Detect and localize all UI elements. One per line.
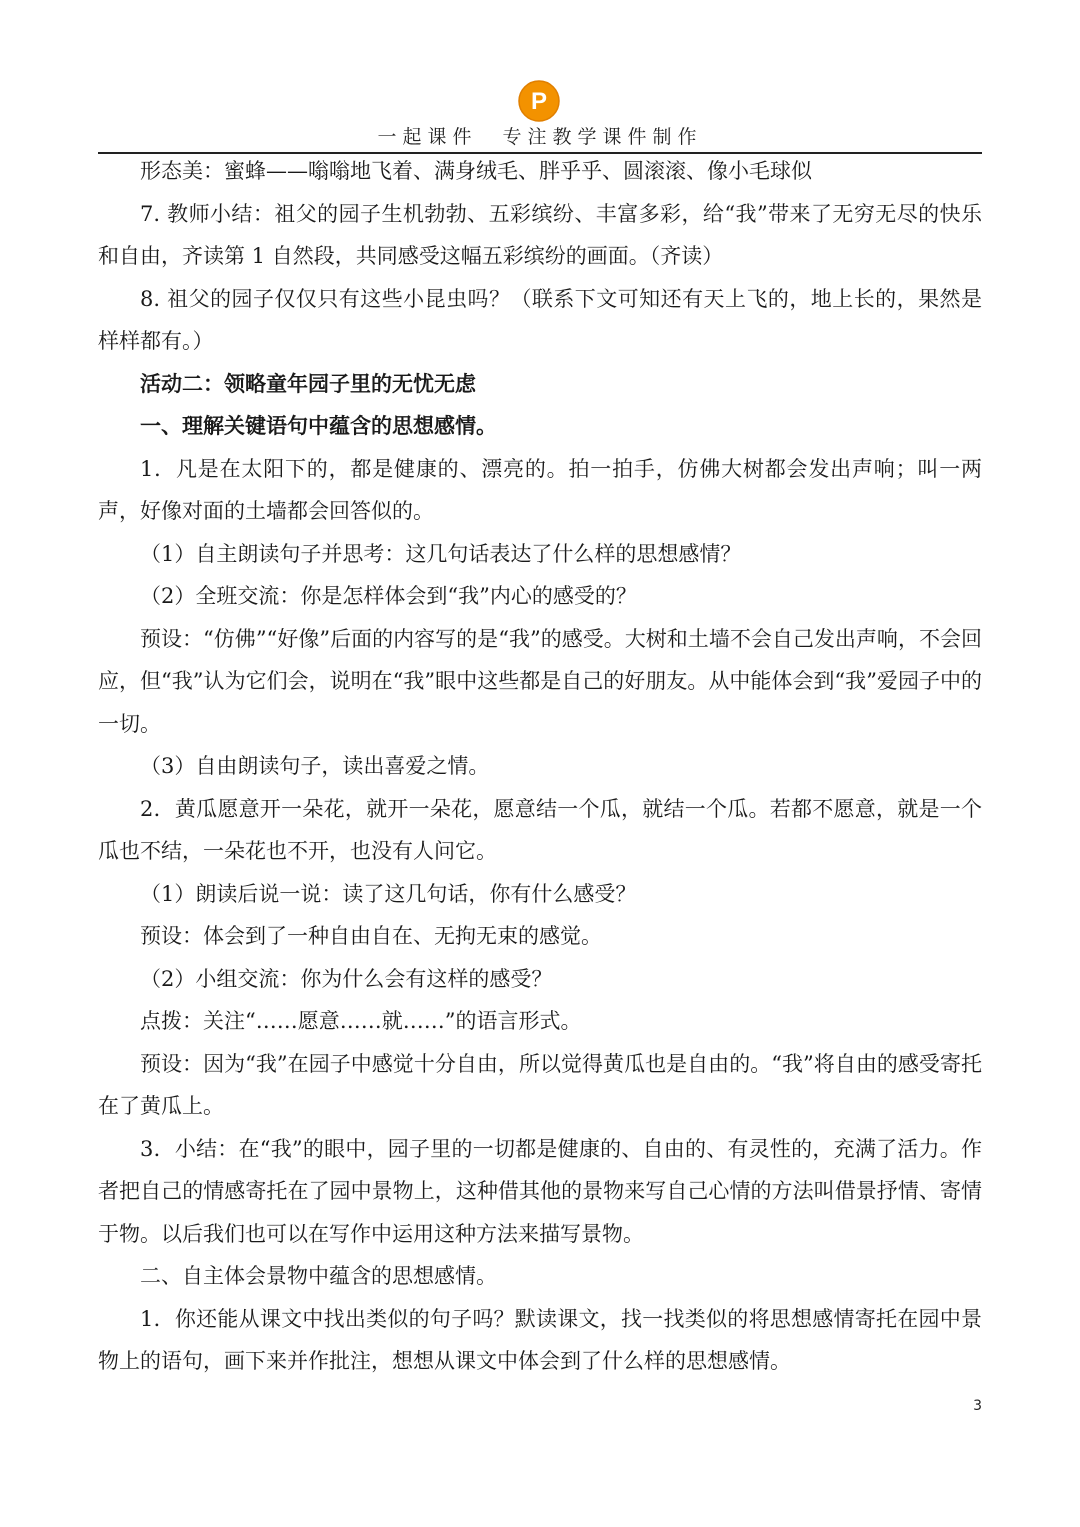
paragraph: （1）朗读后说一说：读了这几句话，你有什么感受？: [140, 881, 637, 906]
paragraph: 二、自主体会景物中蕴含的思想感情。: [140, 1264, 497, 1288]
paragraph: 一、理解关键语句中蕴含的思想感情。: [140, 413, 497, 438]
paragraph: 形态美：蜜蜂——嗡嗡地飞着、满身绒毛、胖乎乎、圆滚滚、像小毛球似: [140, 159, 812, 183]
document-body: [98, 150, 982, 1383]
paragraph: 7. 教师小结：祖父的园子生机勃勃、五彩缤纷、丰富多彩，给“我”带来了无穷无尽的快乐和自由，齐读第 1 自然段，共同感受这幅五彩缤纷的画面。（齐读）: [98, 201, 982, 268]
paragraph: 1．凡是在太阳下的，都是健康的、漂亮的。拍一拍手，仿佛大树都会发出声响；叫一两声，好像对面的土墙都会回答似的。: [98, 456, 982, 523]
paragraph: （2）小组交流：你为什么会有这样的感受？: [140, 966, 553, 991]
paragraph: 3．小结：在“我”的眼中，园子里的一切都是健康的、自由的、有灵性的，充满了活力。作者把自己的情感寄托在了园中景物上，这种借其他的景物来写自己心情的方法叫借景抒情、寄情于物。以后我们也可以在写作中运用这种方法来描写景物。: [98, 1136, 982, 1246]
paragraph: 8. 祖父的园子仅仅只有这些小昆虫吗？（联系下文可知还有天上飞的，地上长的，果然是样样都有。）: [98, 286, 982, 353]
brand-logo-icon: [518, 80, 560, 122]
page-number: 3: [973, 1398, 982, 1414]
page-header: [98, 78, 982, 154]
paragraph: （1）自主朗读句子并思考：这几句话表达了什么样的思想感情？: [140, 541, 742, 566]
paragraph: 预设：体会到了一种自由自在、无拘无束的感觉。: [140, 924, 602, 948]
paragraph: 预设：“仿佛”“好像”后面的内容写的是“我”的感受。大树和土墙不会自己发出声响，不会回应，但“我”认为它们会，说明在“我”眼中这些都是自己的好朋友。从中能体会到“我”爱园子中的一切。: [98, 626, 982, 736]
paragraph: （3）自由朗读句子，读出喜爱之情。: [140, 754, 490, 778]
paragraph: 预设：因为“我”在园子中感觉十分自由，所以觉得黄瓜也是自由的。“我”将自由的感受寄托在了黄瓜上。: [98, 1051, 982, 1118]
paragraph: 2．黄瓜愿意开一朵花，就开一朵花，愿意结一个瓜，就结一个瓜。若都不愿意，就是一个瓜也不结，一朵花也不开，也没有人问它。: [98, 796, 982, 863]
paragraph: 1．你还能从课文中找出类似的句子吗？默读课文，找一找类似的将思想感情寄托在园中景物上的语句，画下来并作批注，想想从课文中体会到了什么样的思想感情。: [98, 1306, 982, 1373]
paragraph: 点拨：关注“……愿意……就……”的语言形式。: [140, 1009, 582, 1033]
brand-text: 一起课件 专注教学课件制作: [377, 126, 703, 148]
logo-letter: P: [530, 88, 548, 115]
paragraph: （2）全班交流：你是怎样体会到“我”内心的感受的？: [140, 584, 637, 608]
paragraph: 活动二：领略童年园子里的无忧无虑: [140, 370, 476, 396]
